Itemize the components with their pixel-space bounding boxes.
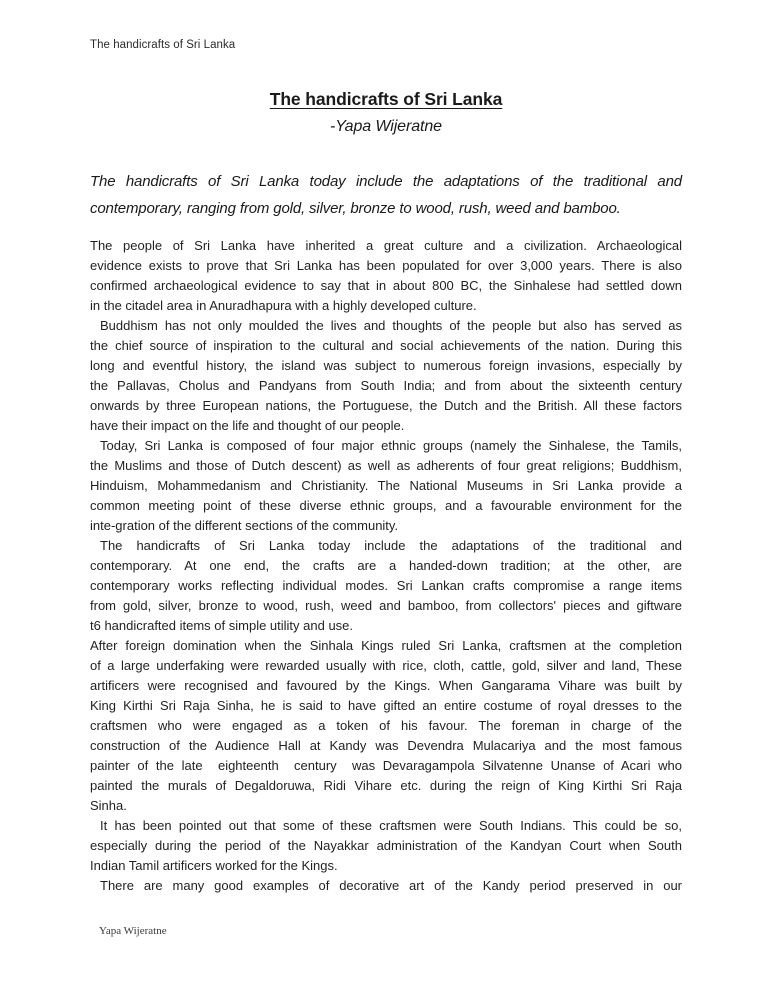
running-header: The handicrafts of Sri Lanka bbox=[90, 39, 236, 51]
body-text bbox=[90, 236, 682, 896]
text-line: inte-gration of the different sections of the community. bbox=[90, 518, 399, 533]
lede-paragraph bbox=[90, 168, 682, 222]
paragraph bbox=[90, 816, 682, 876]
text-line: contemporary. At one end, the crafts are a handed-down tradition; at the other, are bbox=[90, 558, 682, 573]
text-line: Buddhism has not only moulded the lives and thoughts of the people but also has served as bbox=[100, 318, 682, 333]
paragraph bbox=[90, 876, 682, 896]
text-line: the chief source of inspiration to the cultural and social achievements of the nation. During this bbox=[90, 338, 682, 353]
text-line: common meeting point of these diverse ethnic groups, and a favourable environment for the bbox=[90, 498, 682, 513]
lede-line: The handicrafts of Sri Lanka today include the adaptations of the traditional and bbox=[90, 173, 682, 190]
text-line: contemporary works reflecting individual modes. Sri Lankan crafts compromise a range items bbox=[90, 578, 682, 593]
text-line: The handicrafts of Sri Lanka today include the adaptations of the traditional and bbox=[100, 538, 682, 553]
text-line: onwards by three European nations, the Portuguese, the Dutch and the British. All these factors bbox=[90, 398, 682, 413]
text-line: craftsmen who were engaged as a token of his favour. The foreman in charge of the bbox=[90, 718, 682, 733]
text-line: The people of Sri Lanka have inherited a great culture and a civilization. Archaeological bbox=[90, 238, 682, 253]
page-title: The handicrafts of Sri Lanka bbox=[269, 89, 503, 109]
text-line: of a large underfaking were rewarded usually with rice, cloth, cattle, gold, silver and land, These bbox=[90, 658, 682, 673]
author-byline: -Yapa Wijeratne bbox=[330, 118, 442, 135]
text-line: artificers were recognised and favoured by the Kings. When Gangarama Vihare was built by bbox=[90, 678, 682, 693]
text-line: in the citadel area in Anuradhapura with a highly developed culture. bbox=[90, 298, 477, 313]
text-line: evidence exists to prove that Sri Lanka has been populated for over 3,000 years. There is also bbox=[90, 258, 682, 273]
text-line: from gold, silver, bronze to wood, rush, weed and bamboo, from collectors' pieces and giftware bbox=[90, 598, 682, 613]
paragraph bbox=[90, 316, 682, 436]
text-line: Hinduism, Mohammedanism and Christianity. The National Museums in Sri Lanka provide a bbox=[90, 478, 682, 493]
text-line: There are many good examples of decorative art of the Kandy period preserved in our bbox=[100, 878, 682, 893]
text-line: construction of the Audience Hall at Kandy was Devendra Mulacariya and the most famous bbox=[90, 738, 682, 753]
paragraph bbox=[90, 236, 682, 316]
text-line: have their impact on the life and thought of our people. bbox=[90, 418, 405, 433]
text-line: painter of the late eighteenth century was Devaragampola Silvatenne Unanse of Acari who bbox=[90, 758, 682, 773]
text-line: confirmed archaeological evidence to say that in about 800 BC, the Sinhalese had settled down bbox=[90, 278, 682, 293]
text-line: After foreign domination when the Sinhala Kings ruled Sri Lanka, craftsmen at the completion bbox=[90, 638, 682, 653]
paragraph bbox=[90, 436, 682, 536]
text-line: especially during the period of the Nayakkar administration of the Kandyan Court when South bbox=[90, 838, 682, 853]
text-line: t6 handicrafted items of simple utility and use. bbox=[90, 618, 354, 633]
text-line: It has been pointed out that some of these craftsmen were South Indians. This could be so, bbox=[100, 818, 682, 833]
paragraph bbox=[90, 536, 682, 636]
text-line: the Muslims and those of Dutch descent) as well as adherents of four great religions; Buddhism, bbox=[90, 458, 682, 473]
text-line: long and eventful history, the island was subject to numerous foreign invasions, especially by bbox=[90, 358, 682, 373]
paragraph bbox=[90, 636, 682, 816]
text-line: the Pallavas, Cholus and Pandyans from South India; and from about the sixteenth century bbox=[90, 378, 682, 393]
title-block bbox=[90, 88, 682, 137]
text-line: Sinha. bbox=[90, 798, 127, 813]
text-line: Today, Sri Lanka is composed of four major ethnic groups (namely the Sinhalese, the Tamils, bbox=[100, 438, 682, 453]
text-line: painted the murals of Degaldoruwa, Ridi Vihare etc. during the reign of King Kirthi Sri Raja bbox=[90, 778, 682, 793]
text-line: Indian Tamil artificers worked for the Kings. bbox=[90, 858, 338, 873]
text-line: King Kirthi Sri Raja Sinha, he is said to have gifted an entire costume of royal dresses to the bbox=[90, 698, 682, 713]
lede-line: contemporary, ranging from gold, silver, bronze to wood, rush, weed and bamboo. bbox=[90, 200, 621, 217]
page-footer: Yapa Wijeratne bbox=[99, 925, 167, 937]
